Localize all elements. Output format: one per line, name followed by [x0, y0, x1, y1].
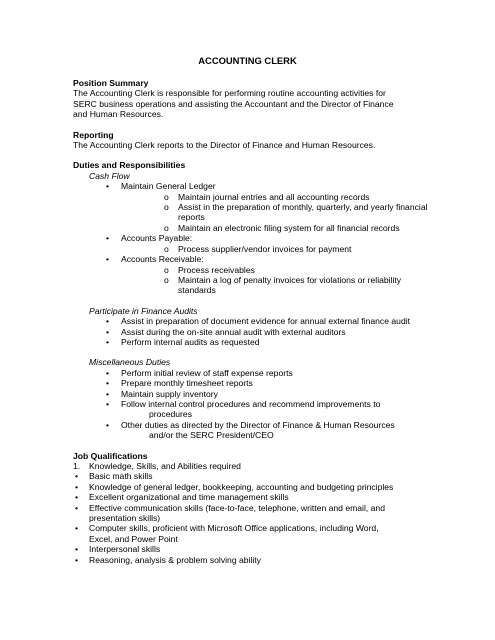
- list-item: • Other duties as directed by the Director of Finance & Human Resources and/or the SERC President/CEO: [73, 420, 433, 441]
- reporting-text: The Accounting Clerk reports to the Director of Finance and Human Resources.: [73, 140, 376, 151]
- sub-list-item: o Maintain a log of penalty invoices for violations or reliability standards: [121, 275, 433, 296]
- section-heading-duties: Duties and Responsibilities: [73, 160, 186, 171]
- section-heading-qualifications: Job Qualifications: [73, 450, 148, 461]
- document-body: [73, 78, 433, 565]
- numbered-item: 1. Knowledge, Skills, and Abilities required: [73, 461, 241, 471]
- list-item: • Excellent organizational and time management skills: [73, 492, 433, 502]
- qualifications-list: [73, 471, 433, 565]
- list-item: • Reasoning, analysis & problem solving ability: [73, 555, 433, 565]
- sub-list-item: o Assist in the preparation of monthly, quarterly, and yearly financial reports: [121, 202, 433, 223]
- sub-list-item: o Maintain an electronic filing system for all financial records: [121, 223, 433, 233]
- misc-list: [73, 368, 433, 441]
- list-item: • Effective communication skills (face-to-face, telephone, written and email, and presentation skills): [73, 503, 433, 524]
- list-item: • Follow internal control procedures and recommend improvements to procedures: [73, 399, 433, 420]
- summary-line: and Human Resources.: [73, 109, 164, 120]
- subheading-audits: Participate in Finance Audits: [89, 305, 198, 316]
- list-item: • Perform initial review of staff expense reports: [73, 368, 433, 378]
- list-item: • Maintain General Ledger o Maintain journal entries and all accounting records o Assist in the preparation of monthly, quarterly, and yearly financial reports o Maintain an electronic filing system for all financial records: [73, 181, 433, 233]
- list-item: • Knowledge of general ledger, bookkeeping, accounting and budgeting principles: [73, 482, 433, 492]
- list-item: • Assist during the on-site annual audit with external auditors: [73, 327, 433, 337]
- document-title: ACCOUNTING CLERK: [198, 55, 297, 66]
- summary-line: SERC business operations and assisting the Accountant and the Director of Finance: [73, 98, 394, 109]
- section-heading-reporting: Reporting: [73, 129, 114, 140]
- list-item: • Interpersonal skills: [73, 544, 433, 554]
- section-heading-summary: Position Summary: [73, 78, 149, 88]
- summary-line: The Accounting Clerk is responsible for performing routine accounting activities for: [73, 88, 386, 99]
- list-item: • Assist in preparation of document evidence for annual external finance audit: [73, 316, 433, 326]
- sub-list-item: o Process supplier/vendor invoices for payment: [121, 244, 433, 254]
- sub-list-item: o Maintain journal entries and all accounting records: [121, 192, 433, 202]
- list-item: • Accounts Payable: o Process supplier/vendor invoices for payment: [73, 233, 433, 254]
- subheading-cash-flow: Cash Flow: [89, 170, 130, 181]
- audits-list: [73, 316, 433, 347]
- list-item: • Maintain supply inventory: [73, 389, 433, 399]
- cash-flow-list: [73, 181, 433, 295]
- list-item: • Basic math skills: [73, 471, 433, 481]
- subheading-misc: Miscellaneous Duties: [89, 357, 171, 368]
- list-item: • Prepare monthly timesheet reports: [73, 378, 433, 388]
- list-item: • Accounts Receivable: o Process receivables o Maintain a log of penalty invoices for violations or reliability standards: [73, 254, 433, 296]
- list-item: • Computer skills, proficient with Microsoft Office applications, including Word, Excel, and Power Point: [73, 523, 433, 544]
- sub-list-item: o Process receivables: [121, 265, 433, 275]
- list-item: • Perform internal audits as requested: [73, 337, 433, 347]
